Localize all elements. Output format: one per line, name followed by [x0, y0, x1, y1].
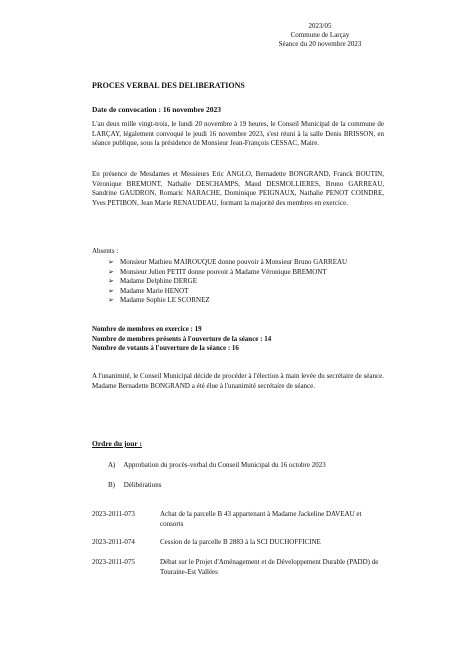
date-convocation: Date de convocation : 16 novembre 2023	[92, 105, 222, 114]
count-votants: Nombre de votants à l'ouverture de la séance : 16	[92, 344, 239, 352]
absent-item: ➢ Madame Delphine DERGE	[108, 277, 376, 287]
agenda-letter: B)	[108, 481, 115, 489]
count-en-exercice: Nombre de membres en exercice : 19	[92, 325, 202, 333]
absents-list	[108, 258, 376, 306]
absents-label: Absents :	[92, 247, 119, 255]
agenda-text: Délibérations	[123, 481, 162, 489]
document-header	[255, 22, 385, 49]
intro-paragraph: L'an deux mille vingt-trois, le lundi 20 novembre à 19 heures, le Conseil Municipal de la commune de LARÇAY, légalement convoqué le jeudi 16 novembre 2023, s'est réuni à la salle Denis BRISSON, en séance publique, sous la présidence de Monsieur Jean-François CESSAC, Maire.	[92, 120, 384, 147]
deliberation-text: Achat de la parcelle B 43 appartenant à Madame Jackeline DAVEAU et consorts	[160, 510, 362, 528]
agenda-item-b	[108, 481, 161, 489]
deliberation-text: Cession de la parcelle B 2883 à la SCI DUCHOFFICINE	[160, 538, 321, 546]
deliberation-number: 2023-2011-073	[92, 510, 135, 518]
deliberation-number: 2023-2011-074	[92, 538, 135, 546]
header-seance: Séance du 20 novembre 2023	[278, 40, 362, 48]
header-commune: Commune de Larçay	[290, 31, 350, 39]
agenda-item-a	[108, 461, 326, 469]
document-title: PROCES VERBAL DES DELIBERATIONS	[92, 81, 245, 90]
deliberation-text: Débat sur le Projet d'Aménagement et de Développement Durable (PADD) de Touraine-Est Vallées	[160, 558, 379, 576]
agenda-letter: A)	[108, 461, 116, 469]
ordre-du-jour-heading: Ordre du jour :	[92, 439, 142, 448]
count-presents: Nombre de membres présents à l'ouverture de la séance : 14	[92, 334, 272, 343]
presence-paragraph: En présence de Mesdames et Messieurs Eric ANGLO, Bernadette BONGRAND, Franck BOUTIN, Véronique BREMONT, Nathalie DESCHAMPS, Maud DESMOLLIERES, Bruno GARREAU, Sandrine GAUDRON, Romaric NARACHE, Dominique PEIGNAUX, Nathalie PENOT COINDRE, Yves PETIBON, Jean Marie RENAUDEAU, formant la majorité des membres en exercice.	[92, 170, 384, 207]
absent-item: ➢ Monsieur Mathieu MAIROUQUE donne pouvoir à Monsieur Bruno GARREAU	[108, 258, 376, 268]
header-reference: 2023/05	[308, 22, 332, 30]
secretary-paragraph: A l'unanimité, le Conseil Municipal décide de procéder à l'élection à main levée du secrétaire de séance. Madame Bernadette BONGRAND a été élue à l'unanimité secrétaire de séance.	[92, 372, 384, 390]
agenda-text: Approbation du procès-verbal du Conseil Municipal du 16 octobre 2023	[123, 461, 326, 469]
absent-item: ➢ Monsieur Julien PETIT donne pouvoir à Madame Véronique BREMONT	[108, 268, 376, 278]
member-counts	[92, 325, 271, 354]
deliberation-number: 2023-2011-075	[92, 558, 135, 566]
absent-item: ➢ Madame Marie HENOT	[108, 287, 376, 297]
absent-item: ➢ Madame Sophie LE SCORNEZ	[108, 296, 376, 306]
